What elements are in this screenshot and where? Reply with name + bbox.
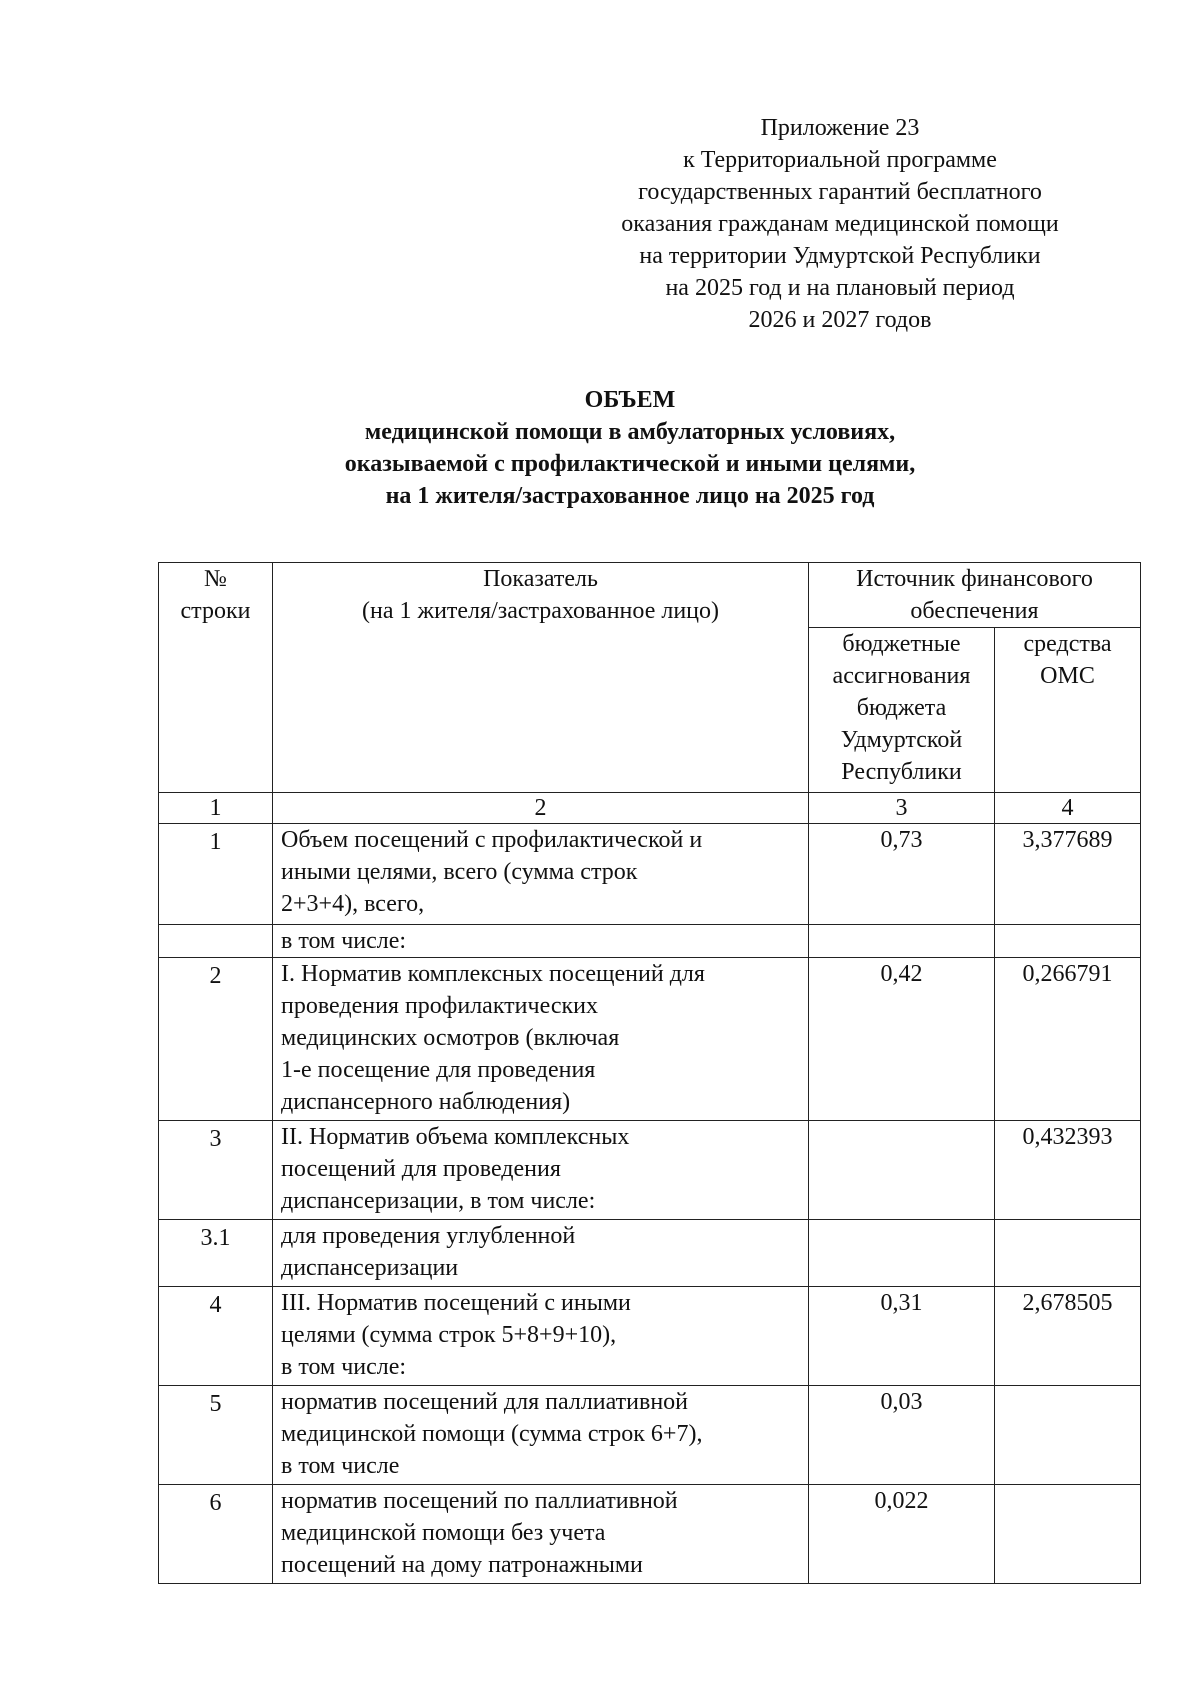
table-row [159, 1220, 1141, 1287]
row-budget-value: 0,31 [809, 1287, 995, 1386]
row-indicator: норматив посещений для паллиативной медицинской помощи (сумма строк 6+7), в том числе [273, 1386, 809, 1485]
row-number: 6 [159, 1485, 273, 1584]
appendix-line: 2026 и 2027 годов [748, 307, 932, 333]
row-budget-value [809, 1220, 995, 1287]
row-oms-value: 2,678505 [995, 1287, 1141, 1386]
title-line: ОБЪЕМ [584, 387, 676, 413]
row-indicator: норматив посещений по паллиативной медицинской помощи без учета посещений на дому патронажными [273, 1485, 809, 1584]
table-row [159, 1121, 1141, 1220]
row-indicator: Объем посещений с профилактической и иными целями, всего (сумма строк 2+3+4), всего, [273, 824, 809, 925]
row-oms-value: 0,432393 [995, 1121, 1141, 1220]
column-number-row [159, 793, 1141, 824]
row-budget-value: 0,022 [809, 1485, 995, 1584]
title-line: медицинской помощи в амбулаторных условиях, [364, 419, 896, 445]
table-row [159, 824, 1141, 925]
appendix-line: Приложение 23 [760, 115, 920, 141]
row-oms-value: 0,266791 [995, 958, 1141, 1121]
header-source: Источник финансового обеспечения [809, 563, 1141, 628]
header-row [159, 563, 1141, 628]
row-indicator: в том числе: [273, 925, 809, 958]
row-indicator: III. Норматив посещений с иными целями (сумма строк 5+8+9+10), в том числе: [273, 1287, 809, 1386]
row-number: 1 [159, 824, 273, 925]
title-line: оказываемой с профилактической и иными целями, [344, 451, 916, 477]
table-row [159, 1386, 1141, 1485]
row-budget-value: 0,03 [809, 1386, 995, 1485]
column-number: 3 [809, 793, 995, 824]
appendix-note [560, 112, 1120, 336]
row-budget-value: 0,42 [809, 958, 995, 1121]
appendix-line: государственных гарантий бесплатного [638, 179, 1042, 205]
document-title [150, 384, 1110, 512]
header-budget: бюджетные ассигнования бюджета Удмуртской Республики [809, 628, 995, 793]
title-line: на 1 жителя/застрахованное лицо на 2025 год [385, 483, 875, 509]
column-number: 1 [159, 793, 273, 824]
row-number: 3 [159, 1121, 273, 1220]
row-budget-value: 0,73 [809, 824, 995, 925]
table-row [159, 1485, 1141, 1584]
appendix-line: на территории Удмуртской Республики [639, 243, 1041, 269]
row-budget-value [809, 925, 995, 958]
table-row [159, 1287, 1141, 1386]
row-number: 5 [159, 1386, 273, 1485]
row-indicator: для проведения углубленной диспансеризации [273, 1220, 809, 1287]
row-oms-value [995, 925, 1141, 958]
column-number: 4 [995, 793, 1141, 824]
header-oms: средства ОМС [995, 628, 1141, 793]
row-indicator: II. Норматив объема комплексных посещений для проведения диспансеризации, в том числе: [273, 1121, 809, 1220]
appendix-line: к Территориальной программе [683, 147, 997, 173]
row-number: 3.1 [159, 1220, 273, 1287]
row-oms-value [995, 1220, 1141, 1287]
appendix-line: на 2025 год и на плановый период [665, 275, 1015, 301]
row-number: 2 [159, 958, 273, 1121]
row-oms-value: 3,377689 [995, 824, 1141, 925]
header-row-no: № строки [159, 563, 273, 793]
header-indicator: Показатель (на 1 жителя/застрахованное лицо) [273, 563, 809, 793]
appendix-line: оказания гражданам медицинской помощи [621, 211, 1059, 237]
row-oms-value [995, 1485, 1141, 1584]
row-oms-value [995, 1386, 1141, 1485]
column-number: 2 [273, 793, 809, 824]
row-number: 4 [159, 1287, 273, 1386]
row-budget-value [809, 1121, 995, 1220]
row-indicator: I. Норматив комплексных посещений для проведения профилактических медицинских осмотров (включая 1-е посещение для проведения диспансерного наблюдения) [273, 958, 809, 1121]
table-row [159, 925, 1141, 958]
row-number [159, 925, 273, 958]
table-row [159, 958, 1141, 1121]
volume-table [158, 562, 1141, 1584]
